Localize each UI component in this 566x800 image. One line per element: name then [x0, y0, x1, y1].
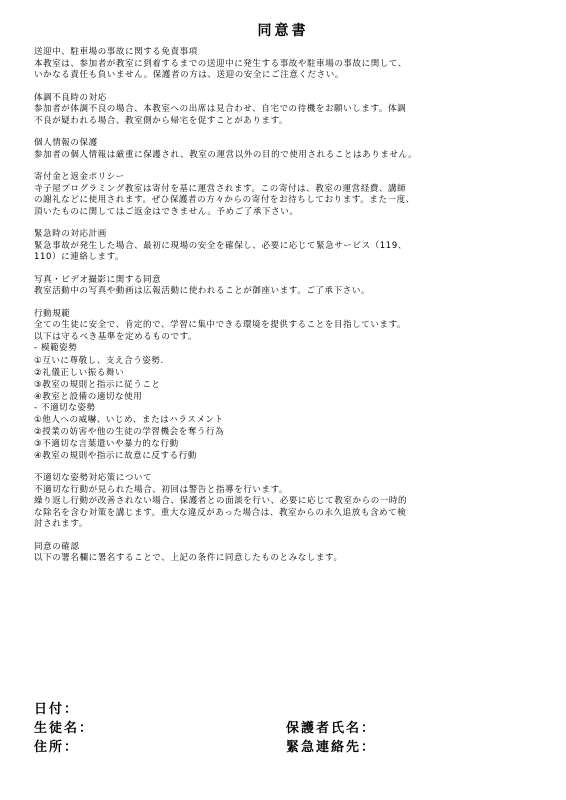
signature-row-names — [34, 717, 532, 736]
good-behavior-label: - 模範姿勢 — [34, 343, 78, 353]
section-heading: 緊急時の対応計画 — [34, 229, 107, 239]
document-title: 同意書 — [257, 23, 309, 39]
bad-behavior-list — [34, 414, 532, 462]
section-photo-consent — [34, 275, 532, 298]
list-item: ②授業の妨害や他の生徒の学習機会を奪う行為 — [34, 427, 225, 437]
section-transport-liability — [34, 47, 532, 82]
signature-block — [34, 698, 532, 755]
section-donation-policy — [34, 172, 532, 218]
section-privacy — [34, 138, 532, 161]
section-heading: 送迎中、駐車場の事故に関する免責事項 — [34, 47, 198, 57]
section-body: 本教室は、参加者が教室に到着するまでの送迎中に発生する事故や駐車場の事故に関して、 いかなる責任も負いません。保護者の方は、送迎の安全にご注意ください。 — [34, 58, 407, 80]
section-body: 寺子屋プログラミング教室は寄付を基に運営されます。この寄付は、教室の運営経費、講師 の謝礼などに使用されます。ぜひ保護者の方々からの寄付をお待ちしております。また一度、 頂いたものに関してはご返金はできません。予めご了承下さい。 — [34, 183, 415, 217]
student-name-field-label: 生徒名： — [34, 721, 95, 736]
list-item: ④教室の規則や指示に故意に反する行動 — [34, 451, 197, 461]
section-body: 参加者が体調不良の場合、本教室への出席は見合わせ、自宅での待機をお願いします。体調 不良が疑われる場合、教室側から帰宅を促すことがあります。 — [34, 104, 407, 126]
section-illness-policy — [34, 93, 532, 128]
list-item: ③不適切な言葉遣いや暴力的な行動 — [34, 439, 179, 449]
signature-row-date — [34, 698, 532, 717]
section-body: 以下の署名欄に署名することで、上記の条件に同意したものとみなします。 — [34, 553, 343, 563]
section-code-of-conduct — [34, 309, 532, 463]
section-heading: 寄付金と返金ポリシー — [34, 172, 126, 182]
bad-behavior-label: - 不適切な姿勢 — [34, 402, 96, 413]
section-body: 参加者の個人情報は厳重に保護され、教室の運営以外の目的で使用されることはありません。 — [34, 149, 418, 160]
date-field-label: 日付： — [34, 702, 80, 717]
signature-row-contact — [34, 736, 532, 755]
section-heading: 同意の確認 — [34, 541, 80, 552]
list-item: ②礼儀正しい振る舞い — [34, 367, 125, 378]
list-item: ③教室の規則と指示に従うこと — [34, 379, 161, 390]
section-heading: 行動規範 — [34, 308, 71, 319]
section-body: 不適切な行動が見られた場合、初回は警告と指導を行います。 繰り返し行動が改善されない場合、保護者との面談を行い、必要に応じて教室からの一時的 な除名を含む対策を講じます。重大な違反があった場合は、教室からの永久追放も含めて検 討されます。 — [34, 484, 408, 529]
section-heading: 体調不良時の対応 — [34, 92, 107, 103]
section-body: 全ての生徒に安全で、肯定的で、学習に集中できる環境を提供することを目指しています。 以下は守るべき基準を定めるものです。 — [34, 320, 407, 342]
guardian-name-field-label: 保護者氏名： — [286, 721, 377, 736]
list-item: ④教室と設備の適切な使用 — [34, 391, 143, 402]
section-emergency-plan — [34, 229, 532, 264]
section-misconduct-response — [34, 473, 532, 531]
section-heading: 不適切な姿勢対応策について — [34, 473, 153, 483]
emergency-contact-field-label: 緊急連絡先： — [286, 740, 377, 755]
section-body: 緊急事故が発生した場合、最初に現場の安全を確保し、必要に応じて緊急サービス（119、 110）に連絡します。 — [34, 240, 407, 262]
section-heading: 個人情報の保護 — [34, 138, 98, 148]
section-consent-confirmation — [34, 542, 532, 565]
address-field-label: 住所： — [34, 740, 80, 755]
good-behavior-list — [34, 355, 532, 403]
list-item: ①互いに尊敬し、支え合う姿勢. — [34, 355, 164, 366]
list-item: ①他人への威嚇、いじめ、またはハラスメント — [34, 415, 224, 425]
section-heading: 写真・ビデオ撮影に関する同意 — [34, 274, 162, 285]
section-body: 教室活動中の写真や動画は広報活動に使われることが御座います。ご了承下さい。 — [34, 286, 371, 296]
